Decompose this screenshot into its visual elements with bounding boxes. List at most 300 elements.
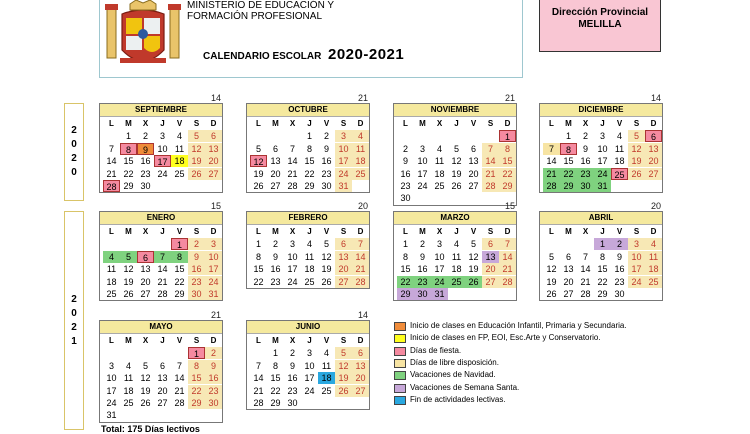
legend-label: Vacaciones de Navidad. xyxy=(410,370,496,380)
day-cell: 25 xyxy=(321,385,332,396)
legend-swatch xyxy=(394,359,406,368)
day-cell: 20 xyxy=(157,385,168,396)
day-cell: 25 xyxy=(448,276,465,288)
day-cell: 11 xyxy=(434,156,445,167)
month-name: ENERO xyxy=(100,212,222,225)
day-cell: 3 xyxy=(306,348,312,359)
legend-item xyxy=(394,384,694,395)
year-digit: 2 xyxy=(71,153,77,164)
day-cell: 5 xyxy=(335,347,352,359)
day-cell: 17 xyxy=(434,264,445,275)
weekday-header: J xyxy=(454,119,459,128)
day-cell: 21 xyxy=(543,168,560,180)
month-work-days: 21 xyxy=(504,93,515,103)
day-cell: 17 xyxy=(287,264,298,275)
legend-item xyxy=(394,334,694,345)
weekday-header: L xyxy=(109,336,114,345)
day-cell: 28 xyxy=(580,289,591,299)
day-cell: 21 xyxy=(580,276,591,287)
day-cell: 29 xyxy=(499,180,516,192)
day-cell: 25 xyxy=(106,289,117,299)
day-cell: 24 xyxy=(431,276,448,288)
day-cell: 20 xyxy=(645,155,662,167)
year-digit: 2 xyxy=(71,321,77,333)
day-cell: 16 xyxy=(140,156,151,167)
day-cell: 21 xyxy=(482,168,499,180)
year-label-2020 xyxy=(64,103,84,201)
weekday-header: X xyxy=(582,227,589,236)
weekday-header: D xyxy=(210,227,217,236)
day-cell: 28 xyxy=(499,276,516,288)
day-cell: 20 xyxy=(205,155,222,167)
day-cell: 7 xyxy=(543,143,560,155)
day-cell: 27 xyxy=(157,398,168,408)
weekday-header: L xyxy=(549,227,554,236)
month-diciembre xyxy=(539,93,663,193)
day-cell: 15 xyxy=(253,264,264,275)
day-cell: 2 xyxy=(323,131,329,142)
day-cell: 11 xyxy=(645,251,662,263)
day-cell: 22 xyxy=(597,276,608,287)
weekday-header: M xyxy=(125,227,132,236)
day-cell: 6 xyxy=(482,238,499,250)
year-digit: 0 xyxy=(71,307,77,319)
legend-swatch xyxy=(394,334,406,343)
day-cell: 12 xyxy=(546,264,557,275)
day-cell: 15 xyxy=(188,372,205,384)
weekday-header: X xyxy=(142,336,149,345)
day-cell: 29 xyxy=(270,398,281,408)
day-cell: 6 xyxy=(272,143,278,154)
day-cell: 4 xyxy=(645,238,662,250)
day-cell: 26 xyxy=(546,289,557,299)
day-cell: 9 xyxy=(289,360,295,371)
spain-coat-of-arms-icon xyxy=(102,0,184,74)
weekday-header: S xyxy=(340,119,347,128)
month-febrero xyxy=(246,201,370,289)
year-digit: 2 xyxy=(71,293,77,305)
month-name: ABRIL xyxy=(540,212,662,225)
day-cell: 8 xyxy=(560,143,577,155)
day-cell: 15 xyxy=(597,264,608,275)
day-cell: 6 xyxy=(205,130,222,142)
day-cell: 7 xyxy=(289,143,295,154)
legend-swatch xyxy=(394,396,406,405)
day-cell: 27 xyxy=(352,385,369,397)
day-cell: 9 xyxy=(272,251,278,262)
ministry-name xyxy=(187,0,334,22)
day-cell: 18 xyxy=(304,264,315,275)
day-cell: 21 xyxy=(157,276,168,287)
weekday-header: V xyxy=(323,119,330,128)
day-cell: 8 xyxy=(171,251,188,263)
weekday-header: V xyxy=(470,227,477,236)
day-cell: 23 xyxy=(287,385,298,396)
weekday-header: M xyxy=(419,119,426,128)
day-cell: 25 xyxy=(611,168,628,180)
provincial-office-box xyxy=(539,0,661,52)
legend-label: Inicio de clases en Educación Infantil, Primaria y Secundaria. xyxy=(410,321,627,330)
day-cell: 2 xyxy=(611,238,628,250)
day-cell: 5 xyxy=(548,251,554,262)
legend-item xyxy=(394,396,694,407)
weekday-header: S xyxy=(633,119,640,128)
day-cell: 12 xyxy=(321,251,332,262)
day-cell: 2 xyxy=(402,143,408,154)
month-work-days: 21 xyxy=(210,310,221,320)
day-cell: 24 xyxy=(628,276,645,288)
day-cell: 3 xyxy=(628,238,645,250)
day-cell: 14 xyxy=(253,373,264,384)
day-cell: 17 xyxy=(154,155,171,167)
day-cell: 31 xyxy=(594,180,611,192)
weekday-header: S xyxy=(487,119,494,128)
day-cell: 26 xyxy=(123,289,134,299)
day-cell: 10 xyxy=(157,143,168,154)
legend-item xyxy=(394,347,694,358)
month-name: OCTUBRE xyxy=(247,104,369,117)
day-cell: 25 xyxy=(352,168,369,180)
month-name: SEPTIEMBRE xyxy=(100,104,222,117)
day-cell: 29 xyxy=(304,181,315,191)
day-cell: 8 xyxy=(499,143,516,155)
weekday-header: X xyxy=(436,227,443,236)
day-cell: 1 xyxy=(402,239,408,250)
ministry-line-2: FORMACIÓN PROFESIONAL xyxy=(187,11,323,22)
month-noviembre xyxy=(393,93,517,206)
day-cell: 16 xyxy=(205,372,222,384)
day-cell: 29 xyxy=(123,181,134,191)
weekday-header: J xyxy=(307,227,312,236)
day-cell: 8 xyxy=(272,360,278,371)
day-cell: 16 xyxy=(417,264,428,275)
weekday-header: J xyxy=(307,119,312,128)
legend-label: Días de fiesta. xyxy=(410,345,462,355)
day-cell: 29 xyxy=(397,288,414,300)
day-cell: 22 xyxy=(270,385,281,396)
day-cell: 27 xyxy=(335,276,352,288)
day-cell: 1 xyxy=(188,347,205,359)
day-cell: 18 xyxy=(352,155,369,167)
day-cell: 22 xyxy=(499,168,516,180)
day-cell: 21 xyxy=(352,263,369,275)
year-label-2021 xyxy=(64,211,84,430)
weekday-header: M xyxy=(565,227,572,236)
weekday-header: V xyxy=(616,119,623,128)
day-cell: 6 xyxy=(565,251,571,262)
day-cell: 4 xyxy=(453,239,459,250)
day-cell: 7 xyxy=(255,360,261,371)
day-cell: 30 xyxy=(188,288,205,300)
weekday-header: S xyxy=(340,227,347,236)
weekday-header: J xyxy=(160,119,165,128)
day-cell: 10 xyxy=(597,143,608,154)
day-cell: 10 xyxy=(335,143,352,155)
day-cell: 14 xyxy=(287,156,298,167)
day-cell: 1 xyxy=(255,239,261,250)
weekday-header: D xyxy=(504,119,511,128)
day-cell: 14 xyxy=(580,264,591,275)
weekday-header: L xyxy=(549,119,554,128)
day-cell: 9 xyxy=(402,156,408,167)
weekday-header: M xyxy=(272,119,279,128)
day-cell: 2 xyxy=(272,239,278,250)
day-cell: 4 xyxy=(616,131,622,142)
day-cell: 2 xyxy=(142,131,148,142)
day-cell: 24 xyxy=(106,398,117,408)
day-cell: 23 xyxy=(270,276,281,287)
day-cell: 18 xyxy=(171,155,188,167)
weekday-header: L xyxy=(256,336,261,345)
weekday-header: S xyxy=(487,227,494,236)
month-work-days: 14 xyxy=(357,310,368,320)
day-cell: 17 xyxy=(628,263,645,275)
day-cell: 9 xyxy=(419,251,425,262)
day-cell: 11 xyxy=(106,264,117,275)
day-cell: 10 xyxy=(106,373,117,384)
day-cell: 2 xyxy=(582,131,588,142)
month-mayo xyxy=(99,310,223,423)
day-cell: 13 xyxy=(352,360,369,372)
day-cell: 26 xyxy=(321,276,332,287)
day-cell: 9 xyxy=(137,143,154,155)
day-cell: 11 xyxy=(614,143,625,154)
day-cell: 27 xyxy=(645,168,662,180)
day-cell: 14 xyxy=(106,156,117,167)
day-cell: 28 xyxy=(174,398,185,408)
weekday-header: L xyxy=(256,119,261,128)
month-name: MARZO xyxy=(394,212,516,225)
day-cell: 14 xyxy=(499,251,516,263)
month-octubre xyxy=(246,93,370,193)
legend-label: Fin de actividades lectivas. xyxy=(410,394,506,404)
weekday-header: S xyxy=(633,227,640,236)
year-digit: 0 xyxy=(71,167,77,178)
day-cell: 18 xyxy=(614,156,625,167)
day-cell: 3 xyxy=(159,131,165,142)
day-cell: 26 xyxy=(465,276,482,288)
day-cell: 17 xyxy=(205,263,222,275)
day-cell: 26 xyxy=(335,385,352,397)
day-cell: 23 xyxy=(205,385,222,397)
weekday-header: X xyxy=(582,119,589,128)
day-cell: 20 xyxy=(352,372,369,384)
day-cell: 27 xyxy=(140,289,151,299)
weekday-header: J xyxy=(160,227,165,236)
total-days: Total: 175 Días lectivos xyxy=(101,424,200,434)
day-cell: 18 xyxy=(434,168,445,179)
day-cell: 8 xyxy=(120,143,137,155)
legend-swatch xyxy=(394,371,406,380)
day-cell: 7 xyxy=(108,143,114,154)
day-cell: 8 xyxy=(188,360,205,372)
day-cell: 29 xyxy=(560,180,577,192)
day-cell: 10 xyxy=(434,251,445,262)
day-cell: 12 xyxy=(335,360,352,372)
day-cell: 3 xyxy=(599,131,605,142)
weekday-header: V xyxy=(470,119,477,128)
weekday-header: J xyxy=(307,336,312,345)
year-digit: 0 xyxy=(71,139,77,150)
day-cell: 21 xyxy=(499,263,516,275)
weekday-header: X xyxy=(289,336,296,345)
day-cell: 9 xyxy=(616,251,622,262)
day-cell: 10 xyxy=(417,156,428,167)
day-cell: 20 xyxy=(468,168,479,179)
day-cell: 25 xyxy=(434,181,445,191)
day-cell: 12 xyxy=(451,156,462,167)
day-cell: 7 xyxy=(176,360,182,371)
weekday-header: D xyxy=(210,119,217,128)
day-cell: 13 xyxy=(482,251,499,263)
day-cell: 27 xyxy=(205,168,222,180)
day-cell: 5 xyxy=(470,239,476,250)
day-cell: 1 xyxy=(125,131,131,142)
day-cell: 19 xyxy=(451,168,462,179)
day-cell: 19 xyxy=(253,168,264,179)
day-cell: 31 xyxy=(335,180,352,192)
legend-swatch xyxy=(394,384,406,393)
day-cell: 18 xyxy=(451,264,462,275)
month-name: DICIEMBRE xyxy=(540,104,662,117)
day-cell: 11 xyxy=(451,251,462,262)
day-cell: 23 xyxy=(188,276,205,288)
day-cell: 6 xyxy=(470,143,476,154)
legend-swatch xyxy=(394,347,406,356)
day-cell: 30 xyxy=(577,180,594,192)
day-cell: 24 xyxy=(205,276,222,288)
day-cell: 19 xyxy=(546,276,557,287)
day-cell: 28 xyxy=(287,181,298,191)
day-cell: 30 xyxy=(400,193,411,204)
day-cell: 18 xyxy=(645,263,662,275)
day-cell: 8 xyxy=(306,143,312,154)
day-cell: 30 xyxy=(287,398,298,408)
month-junio xyxy=(246,310,370,410)
day-cell: 17 xyxy=(417,168,428,179)
legend-label: Vacaciones de Semana Santa. xyxy=(410,382,520,392)
day-cell: 27 xyxy=(270,181,281,191)
legend-item xyxy=(394,322,694,333)
day-cell: 3 xyxy=(335,130,352,142)
day-cell: 23 xyxy=(140,168,151,179)
day-cell: 11 xyxy=(352,143,369,155)
day-cell: 19 xyxy=(140,385,151,396)
day-cell: 25 xyxy=(123,398,134,408)
day-cell: 20 xyxy=(270,168,281,179)
weekday-header: X xyxy=(289,227,296,236)
day-cell: 19 xyxy=(468,264,479,275)
month-abril xyxy=(539,201,663,301)
day-cell: 3 xyxy=(419,143,425,154)
month-work-days: 15 xyxy=(504,201,515,211)
month-work-days: 15 xyxy=(210,201,221,211)
day-cell: 7 xyxy=(499,238,516,250)
day-cell: 15 xyxy=(499,155,516,167)
day-cell: 1 xyxy=(171,238,188,250)
day-cell: 22 xyxy=(188,385,205,397)
day-cell: 26 xyxy=(253,181,264,191)
day-cell: 9 xyxy=(205,360,222,372)
day-cell: 8 xyxy=(599,251,605,262)
weekday-header: V xyxy=(176,227,183,236)
day-cell: 24 xyxy=(304,385,315,396)
day-cell: 10 xyxy=(628,251,645,263)
weekday-header: S xyxy=(340,336,347,345)
day-cell: 22 xyxy=(174,276,185,287)
day-cell: 11 xyxy=(123,373,134,384)
day-cell: 13 xyxy=(645,143,662,155)
day-cell: 13 xyxy=(563,264,574,275)
weekday-header: J xyxy=(160,336,165,345)
day-cell: 25 xyxy=(174,168,185,179)
day-cell: 26 xyxy=(451,181,462,191)
day-cell: 1 xyxy=(306,131,312,142)
day-cell: 20 xyxy=(335,263,352,275)
day-cell: 18 xyxy=(106,276,117,287)
day-cell: 19 xyxy=(188,155,205,167)
legend-label: Inicio de clases en FP, EOI, Esc.Arte y Conservatorio. xyxy=(410,333,601,343)
day-cell: 4 xyxy=(306,239,312,250)
weekday-header: X xyxy=(142,227,149,236)
day-cell: 16 xyxy=(400,168,411,179)
weekday-header: L xyxy=(109,227,114,236)
day-cell: 24 xyxy=(335,168,352,180)
day-cell: 6 xyxy=(137,251,154,263)
day-cell: 21 xyxy=(287,168,298,179)
day-cell: 12 xyxy=(123,264,134,275)
day-cell: 19 xyxy=(321,264,332,275)
day-cell: 30 xyxy=(205,397,222,409)
day-cell: 16 xyxy=(188,263,205,275)
day-cell: 15 xyxy=(123,156,134,167)
legend-swatch xyxy=(394,322,406,331)
weekday-header: L xyxy=(403,119,408,128)
day-cell: 4 xyxy=(436,143,442,154)
year-digit: 2 xyxy=(71,125,77,136)
day-cell: 30 xyxy=(321,181,332,191)
day-cell: 14 xyxy=(482,155,499,167)
day-cell: 22 xyxy=(304,168,315,179)
day-cell: 6 xyxy=(645,130,662,142)
day-cell: 4 xyxy=(176,131,182,142)
day-cell: 4 xyxy=(125,360,131,371)
weekday-header: V xyxy=(176,336,183,345)
day-cell: 10 xyxy=(205,251,222,263)
day-cell: 16 xyxy=(614,264,625,275)
day-cell: 5 xyxy=(255,143,261,154)
day-cell: 25 xyxy=(304,276,315,287)
day-cell: 11 xyxy=(174,143,185,154)
day-cell: 4 xyxy=(352,130,369,142)
day-cell: 23 xyxy=(321,168,332,179)
day-cell: 11 xyxy=(321,360,332,371)
day-cell: 28 xyxy=(482,180,499,192)
legend-label: Días de libre disposición. xyxy=(410,357,499,367)
calendar-label: CALENDARIO ESCOLAR xyxy=(203,51,322,62)
day-cell: 3 xyxy=(108,360,114,371)
weekday-header: S xyxy=(193,227,200,236)
weekday-header: V xyxy=(616,227,623,236)
day-cell: 18 xyxy=(123,385,134,396)
day-cell: 17 xyxy=(335,155,352,167)
day-cell: 13 xyxy=(270,156,281,167)
month-work-days: 20 xyxy=(357,201,368,211)
day-cell: 31 xyxy=(431,288,448,300)
day-cell: 15 xyxy=(563,156,574,167)
day-cell: 24 xyxy=(157,168,168,179)
month-marzo xyxy=(393,201,517,301)
